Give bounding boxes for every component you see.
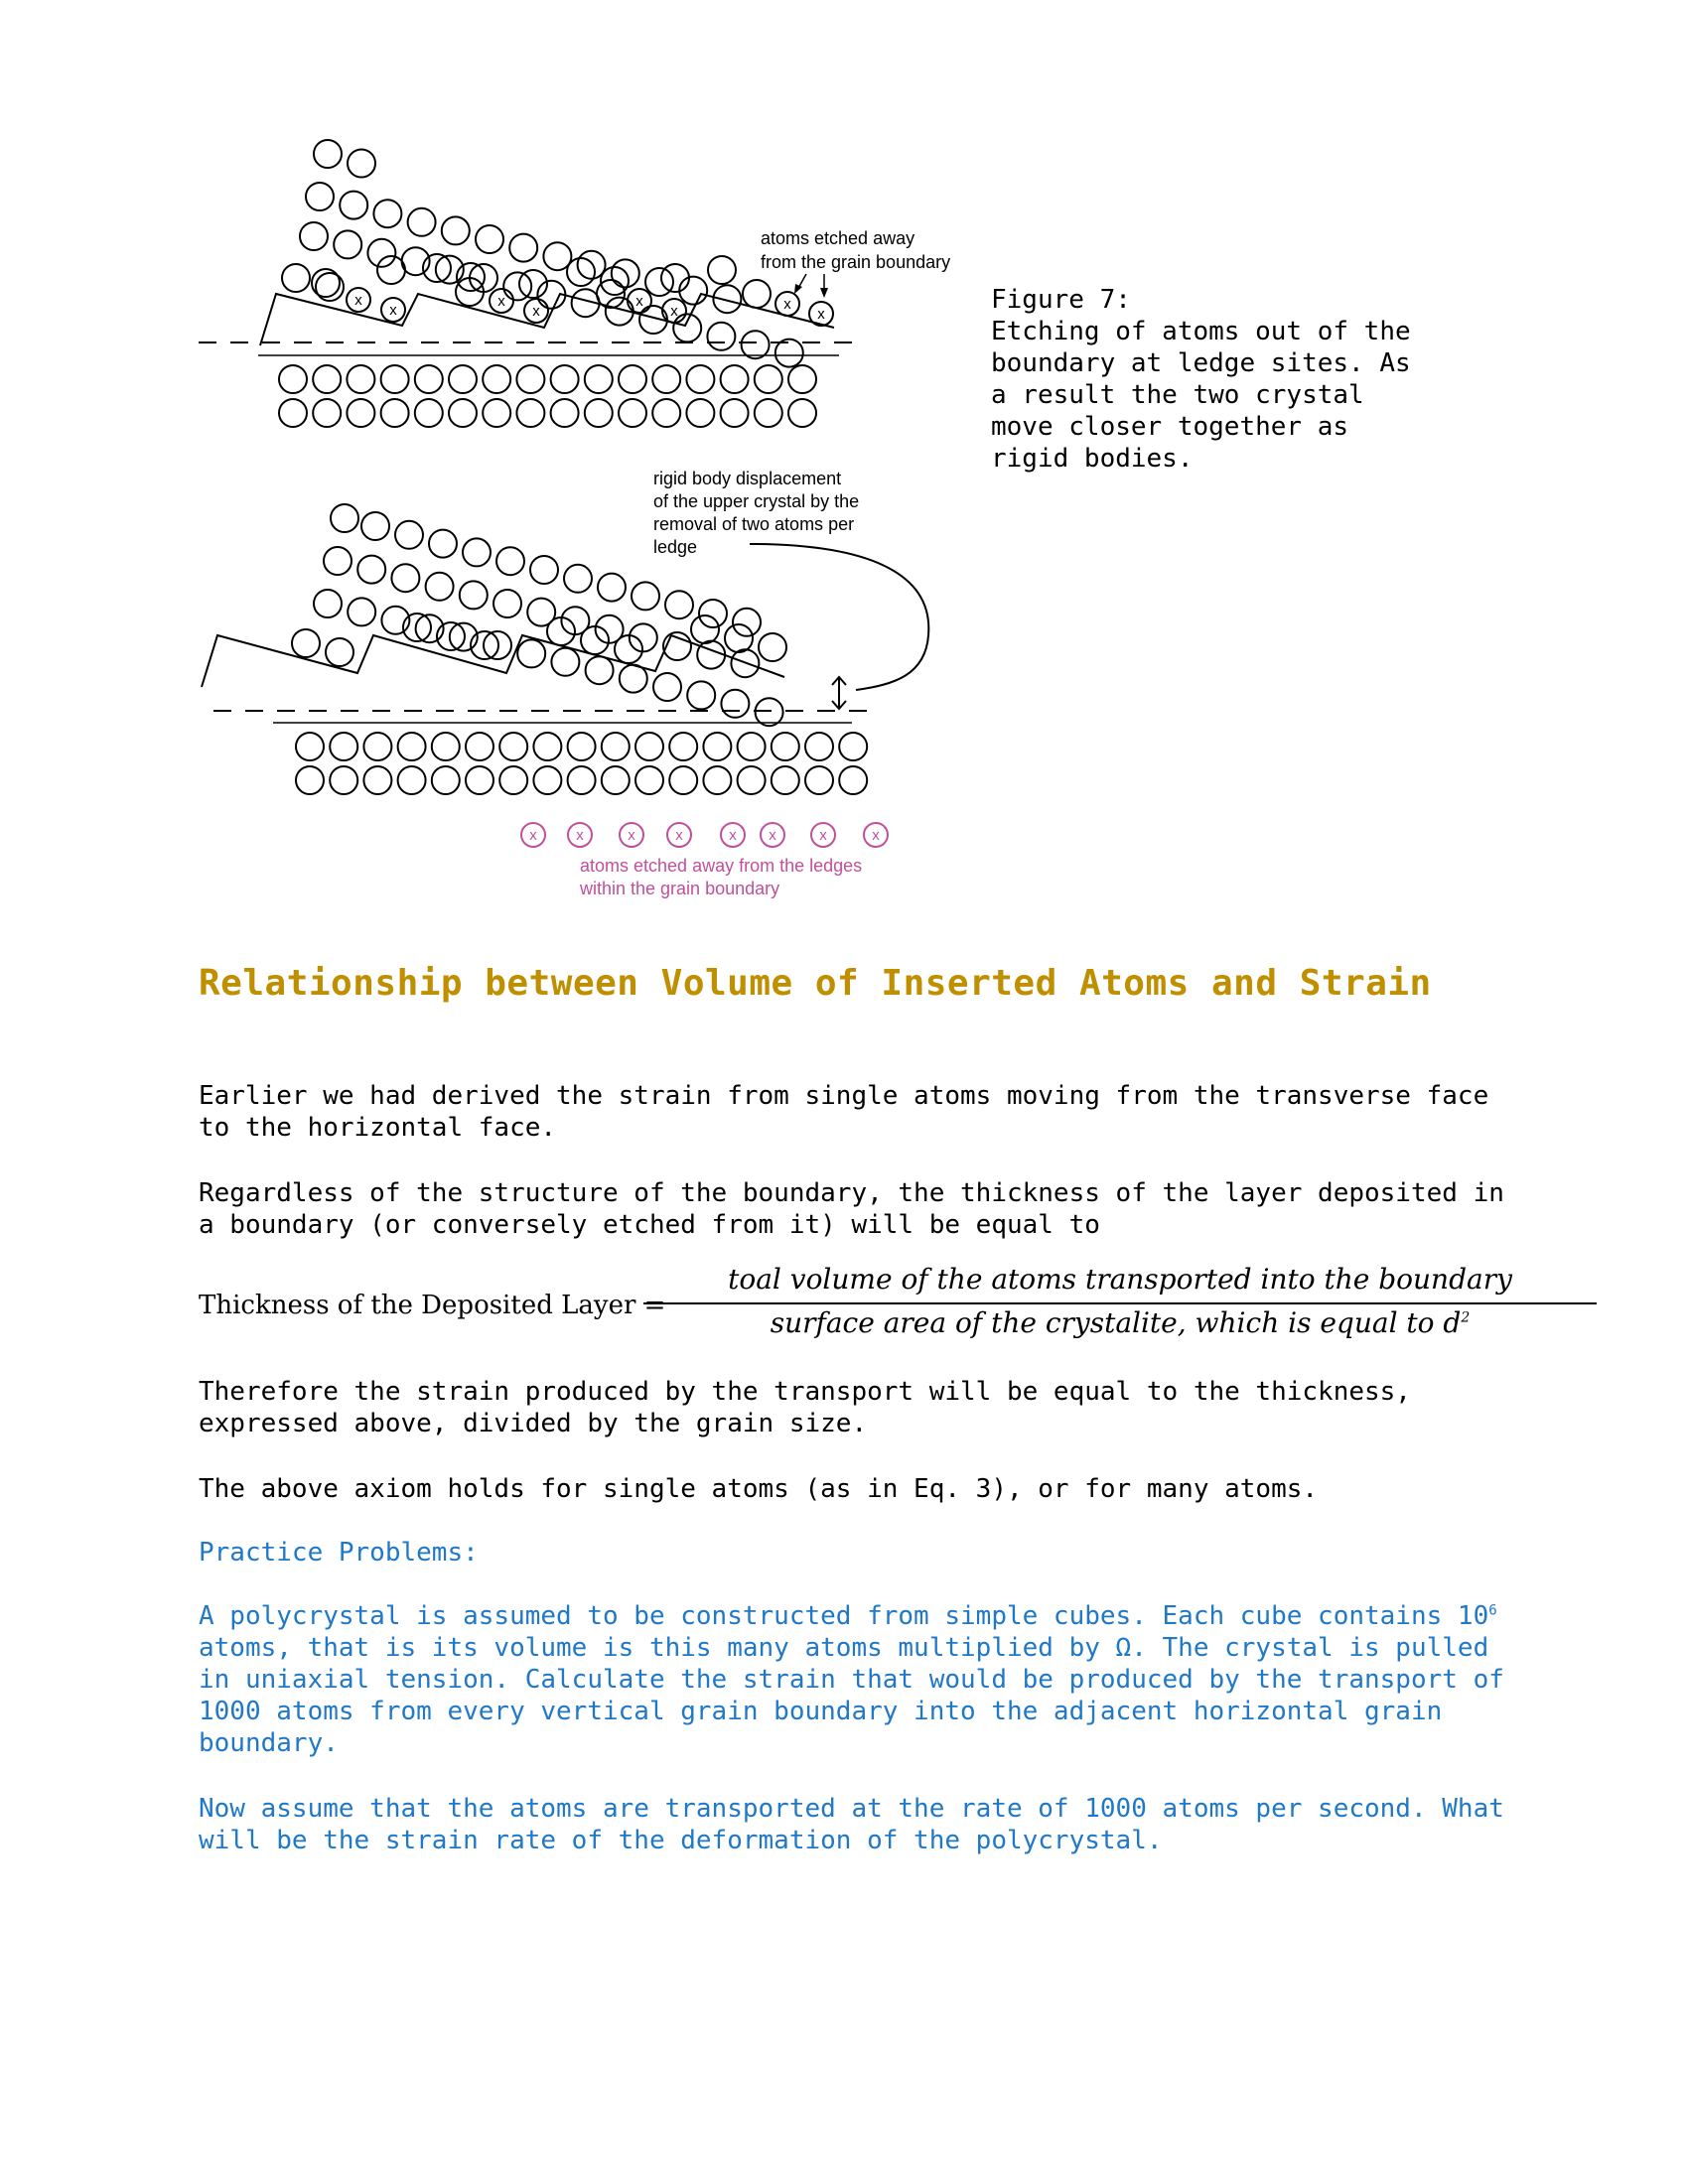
atom [567, 258, 595, 286]
figure-caption-text: Etching of atoms out of the boundary at ledge sites. As a result the two crystal move closer together as rigid bodies. [991, 317, 1411, 474]
atom [707, 323, 735, 350]
etched-ledge-atom-mark: x [628, 827, 635, 844]
atom [516, 399, 544, 427]
atom [331, 504, 358, 532]
atom [759, 633, 786, 661]
atom [697, 641, 725, 669]
label-rigid-line1: rigid body displacement [653, 469, 842, 488]
atom [415, 399, 443, 427]
practice-problem-1-text-a: A polycrystal is assumed to be constructed from simple cubes. Each cube contains 10 [199, 1601, 1489, 1631]
atom [373, 200, 401, 227]
atom [568, 733, 596, 760]
atom [691, 615, 719, 643]
atom [398, 733, 426, 760]
atom [665, 591, 693, 618]
atom [805, 766, 833, 794]
atom [449, 365, 477, 393]
atom [381, 365, 409, 393]
atom [493, 590, 521, 617]
atom [466, 766, 493, 794]
paragraph-1: Earlier we had derived the strain from single atoms moving from the transverse face to the horizontal face. [199, 1081, 1489, 1143]
etched-ledge-atom-mark: x [675, 827, 683, 844]
atom [296, 733, 324, 760]
atom [661, 264, 689, 292]
atom [533, 733, 561, 760]
atom [279, 365, 307, 393]
atom [483, 399, 510, 427]
atom [652, 399, 680, 427]
etched-ledge-atom-mark: x [729, 827, 737, 844]
atom [292, 629, 320, 657]
atom [564, 565, 592, 593]
atom [300, 222, 328, 250]
paragraph-4: The above axiom holds for single atoms (as in Eq. 3), or for many atoms. [199, 1474, 1319, 1504]
atom [463, 538, 491, 566]
atom [314, 590, 342, 617]
label-rigid-line3: removal of two atoms per [653, 514, 855, 534]
atom [721, 690, 749, 718]
atom [839, 766, 867, 794]
atom [772, 766, 799, 794]
etched-ledge-atom-mark: x [819, 827, 827, 844]
atom [686, 365, 714, 393]
displacement-arrow [750, 544, 928, 709]
atom [602, 766, 630, 794]
equation-denominator-text: surface area of the crystalite, which is equal to d [770, 1306, 1462, 1339]
fraction-bar [643, 1302, 1597, 1304]
atom [602, 733, 630, 760]
atom [314, 140, 342, 168]
label-etched-ledges [579, 856, 862, 898]
upper-crystal-atoms-top [282, 140, 803, 367]
paragraph-3: Therefore the strain produced by the transport will be equal to the thickness, expressed above, divided by the grain size. [199, 1377, 1411, 1438]
practice-problem-2: Now assume that the atoms are transported at the rate of 1000 atoms per second. What will be the strain rate of the deformation of the polycrystal. [199, 1794, 1504, 1855]
atom [743, 280, 771, 308]
label-etched-top-line2: from the grain boundary [761, 252, 951, 272]
etched-atom-mark: x [817, 306, 825, 323]
atom [381, 399, 409, 427]
atom [530, 556, 558, 584]
atom [313, 399, 341, 427]
label-rigid-line2: of the upper crystal by the [653, 491, 860, 511]
atom [483, 365, 510, 393]
atom [686, 399, 714, 427]
atom [391, 564, 419, 592]
atom [687, 681, 715, 709]
atom [805, 733, 833, 760]
equation-exponent: 2 [1461, 1309, 1471, 1326]
atom [653, 673, 681, 701]
atom [408, 208, 436, 236]
etched-atoms-magenta [521, 823, 888, 847]
atom [699, 600, 727, 627]
figure-caption [991, 284, 1411, 475]
atom [367, 239, 395, 267]
atom [585, 365, 613, 393]
atom [429, 530, 457, 558]
atom [669, 733, 697, 760]
thickness-equation [199, 1263, 1512, 1342]
figure-caption-title: Figure 7: [991, 285, 1131, 315]
boundary-dashed-line-bottom [213, 711, 869, 723]
etched-ledge-atom-mark: x [529, 827, 537, 844]
atom [619, 365, 646, 393]
atom [598, 574, 626, 602]
atom [551, 365, 579, 393]
etched-atom-mark: x [635, 293, 643, 310]
atom [334, 230, 361, 258]
atom [725, 624, 753, 652]
atom [296, 766, 324, 794]
atom [324, 547, 352, 575]
atom [516, 365, 544, 393]
atom [635, 733, 663, 760]
atom [543, 242, 571, 270]
atom [426, 573, 454, 601]
atom [348, 598, 375, 625]
atom [348, 150, 375, 178]
atom [449, 399, 477, 427]
atom [632, 582, 659, 610]
etched-atom-mark: x [389, 302, 397, 319]
etched-atom-mark: x [497, 293, 505, 310]
atom [788, 399, 816, 427]
atom [306, 183, 334, 210]
atom [738, 733, 766, 760]
atom [432, 766, 460, 794]
atom [432, 733, 460, 760]
atom [708, 256, 736, 284]
label-etched-ledges-line1: atoms etched away from the ledges [580, 856, 863, 876]
etched-ledge-atom-mark: x [872, 827, 880, 844]
atom [326, 638, 353, 666]
atom [340, 192, 367, 219]
etched-ledge-atom-mark: x [576, 827, 584, 844]
etched-atom-mark: x [532, 303, 540, 320]
atom [509, 234, 537, 262]
atom [756, 698, 783, 726]
etched-atom-mark: x [783, 296, 791, 313]
lower-crystal-atoms-bottom [296, 733, 867, 794]
atom [361, 512, 389, 540]
atom [313, 365, 341, 393]
atom [585, 399, 613, 427]
atom [703, 766, 731, 794]
practice-problem-1 [199, 1600, 1509, 1759]
boundary-dashed-line-top [199, 342, 854, 355]
equation-lhs: Thickness of the Deposited Layer = [199, 1291, 666, 1320]
label-rigid-line4: ledge [653, 537, 698, 557]
atom [499, 733, 527, 760]
atom [721, 365, 749, 393]
atom [415, 365, 443, 393]
atom [466, 733, 493, 760]
practice-problem-1-text-b: atoms, that is its volume is this many atoms multiplied by Ω. The crystal is pulled in uniaxial tension. Calculate the strain that would be produced by the transport of 1000 atoms from every vertical grain boundary into the adjacent horizontal grain boundary. [199, 1633, 1504, 1758]
atom [679, 277, 707, 305]
atom [772, 733, 799, 760]
practice-exponent: 6 [1488, 1602, 1497, 1619]
atom [279, 399, 307, 427]
grain-boundary-etching-figure [0, 0, 1688, 913]
equation-numerator: toal volume of the atoms transported into the boundary [728, 1263, 1512, 1296]
atom [619, 399, 646, 427]
atom [460, 581, 488, 609]
atom [578, 251, 606, 279]
atom [517, 639, 545, 667]
atom [551, 399, 579, 427]
upper-crystal-atoms-bottom [292, 504, 786, 726]
atom [652, 365, 680, 393]
atom [363, 766, 391, 794]
equation-denominator [643, 1306, 1597, 1339]
practice-title: Practice Problems: [199, 1538, 479, 1568]
etched-atom-mark: x [354, 292, 362, 309]
atom [755, 399, 782, 427]
section-heading: Relationship between Volume of Inserted Atoms and Strain [199, 963, 1432, 1004]
atom [330, 766, 357, 794]
atom [742, 331, 770, 358]
atom [330, 733, 357, 760]
atom [347, 365, 374, 393]
atom [721, 399, 749, 427]
paragraph-2: Regardless of the structure of the boundary, the thickness of the layer deposited in a boundary (or conversely etched from it) will be equal to [199, 1178, 1504, 1240]
lower-crystal-atoms-top [279, 365, 816, 427]
atom [347, 399, 374, 427]
atom [586, 656, 614, 684]
label-etched-top-line1: atoms etched away [761, 228, 915, 248]
atom [839, 733, 867, 760]
atom [551, 648, 579, 676]
atom [533, 766, 561, 794]
atom [733, 609, 761, 636]
atom [703, 733, 731, 760]
atom [755, 365, 782, 393]
label-etched-ledges-line2: within the grain boundary [580, 879, 780, 898]
atom [788, 365, 816, 393]
atom [669, 766, 697, 794]
atom [635, 766, 663, 794]
atom [620, 665, 647, 693]
etched-atom-mark: x [670, 303, 678, 320]
atom [738, 766, 766, 794]
atom [363, 733, 391, 760]
atom [282, 264, 310, 292]
atom [645, 268, 673, 296]
atom [496, 547, 524, 575]
atom [476, 225, 503, 253]
atom [398, 766, 426, 794]
upper-crystal-ledges-bottom [202, 635, 784, 687]
atom [499, 766, 527, 794]
atom [357, 556, 385, 584]
atom [395, 521, 423, 549]
etched-ledge-atom-mark: x [769, 827, 776, 844]
atom [442, 216, 470, 244]
label-etched-top [761, 228, 950, 298]
atom [377, 256, 405, 284]
atom [568, 766, 596, 794]
